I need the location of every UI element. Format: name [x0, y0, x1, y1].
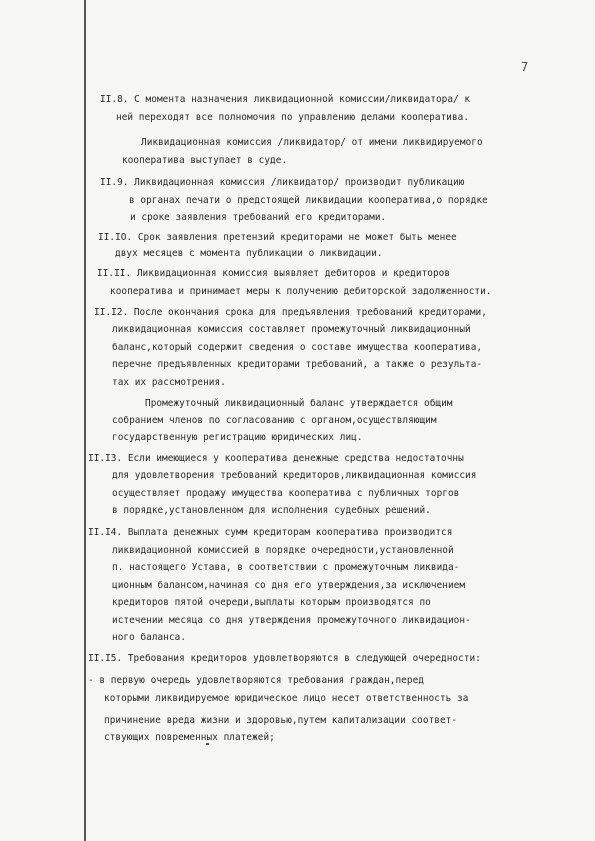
page-number: 7 [521, 60, 529, 74]
text-line: п. настоящего Устава, в соответствии с промежуточным ликвида- [112, 562, 460, 573]
text-line: II.I4. Выплата денежных сумм кредиторам кооператива производится [88, 527, 453, 538]
text-line: ного баланса. [112, 632, 187, 643]
text-line: ней переходят все полномочия по управлению делами кооператива. [116, 112, 470, 123]
text-line: собранием членов по согласованию с органом,осуществляющим [112, 415, 437, 426]
text-line: осуществляет продажу имущества кооператива с публичных торгов [112, 488, 460, 499]
text-line: II.IO. Срок заявления претензий кредиторами не может быть менее [98, 232, 457, 243]
text-line: для удовлетворения требований кредиторов,ликвидационная комиссия [112, 470, 477, 481]
text-line: в порядке,установленном для исполнения судебных решений. [112, 505, 431, 516]
text-line: баланс,который содержит сведения о составе имущества кооператива, [112, 342, 483, 353]
text-line: тах их рассмотрения. [112, 377, 226, 388]
text-line: перечне предъявленных кредиторами требований, а также о результа- [112, 359, 483, 370]
text-line: II.II. Ликвидационная комиссия выявляет дебиторов и кредиторов [97, 268, 451, 279]
text-line: истечении месяца со дня утверждения промежуточного ликвидацион- [112, 615, 471, 626]
margin-line [84, 0, 86, 841]
text-line: государственную регистрацию юридических лиц. [112, 432, 363, 443]
text-line: II.9. Ликвидационная комиссия /ликвидатор/ производит публикацию [100, 177, 465, 188]
text-line: в органах печати о предстоящей ликвидации кооператива,о порядке [129, 195, 488, 206]
text-line: Ликвидационная комиссия /ликвидатор/ от имени ликвидируемого [141, 137, 483, 148]
text-line: ликвидационная комиссия составляет промежуточный ликвидационный [112, 324, 471, 335]
text-line: которыми ликвидируемое юридическое лицо несет ответственность за [104, 693, 469, 704]
text-line: ствующих повременных платежей; [104, 732, 275, 743]
text-line: и сроке заявления требований его кредиторами. [130, 212, 387, 223]
text-line: II.I5. Требования кредиторов удовлетворяются в следующей очередности: [88, 653, 481, 664]
text-line: причинение вреда жизни и здоровью,путем капитализации соответ- [104, 715, 458, 726]
text-line: кредиторов пятой очереди,выплаты которым производятся по [112, 597, 431, 608]
text-line: ликвидационной комиссией в порядке очередности,установленной [112, 545, 454, 556]
text-line: II.I3. Если имеющиеся у кооператива денежные средства недостаточны [88, 453, 464, 464]
text-line: - в первую очередь удовлетворяются требования граждан,перед [88, 675, 424, 686]
text-line: кооператива и принимает меры к получению дебиторской задолженности. [110, 286, 492, 297]
text-line: II.8. С момента назначения ликвидационной комиссии/ликвидатора/ к [100, 94, 471, 105]
text-line: двух месяцев с момента публикации о ликвидации. [115, 248, 383, 259]
scan-speck [206, 743, 209, 745]
text-line: кооператива выступает в суде. [122, 155, 288, 166]
text-line: Промежуточный ликвидационный баланс утверждается общим [145, 398, 453, 409]
text-line: II.I2. После окончания срока для предъявления требований кредиторами, [94, 307, 487, 318]
text-line: ционным балансом,начиная со дня его утверждения,за исключением [112, 580, 466, 591]
